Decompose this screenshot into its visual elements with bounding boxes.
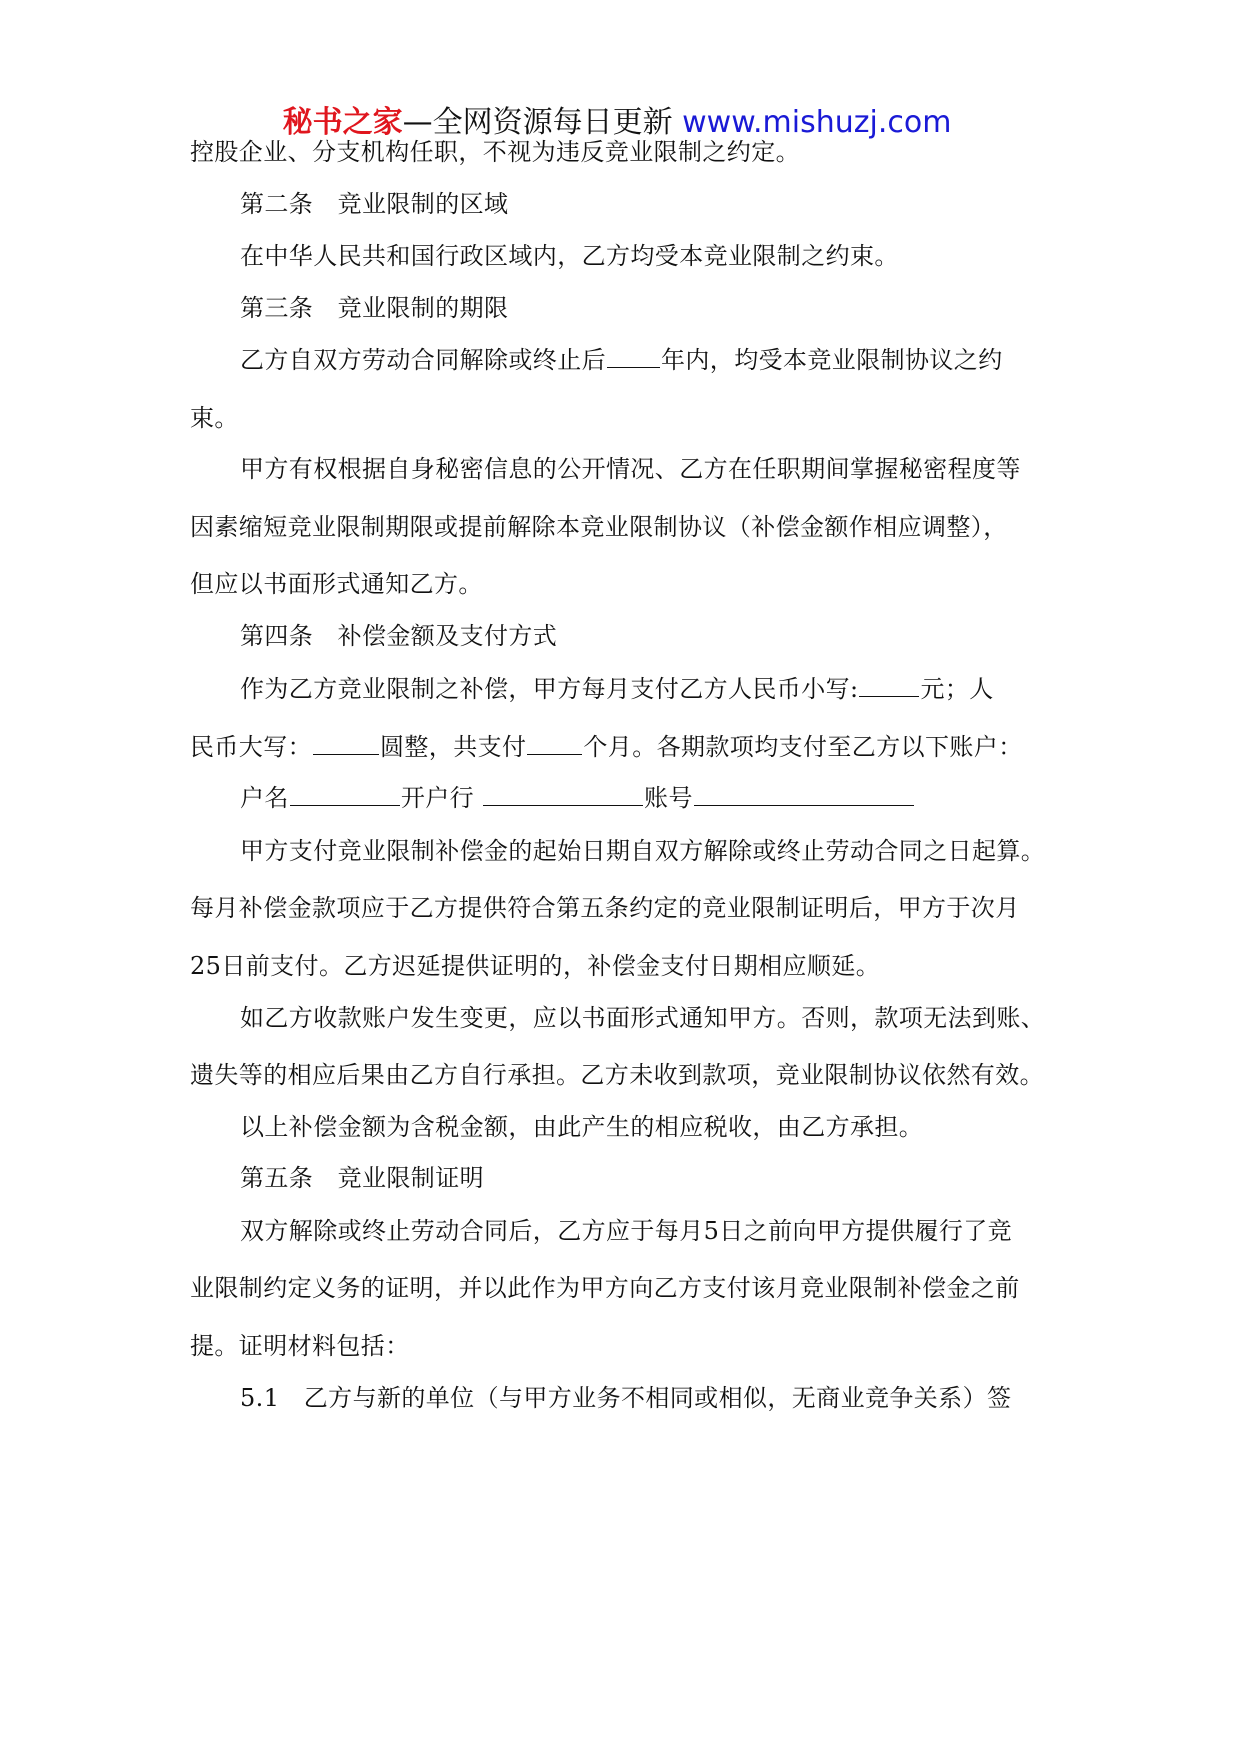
fill-in-blank <box>290 783 400 806</box>
paragraph-line <box>240 672 994 706</box>
paragraph-line: 甲方有权根据自身秘密信息的公开情况、乙方在任职期间掌握秘密程度等 <box>240 455 1021 483</box>
article-heading: 第四条 补偿金额及支付方式 <box>240 622 558 650</box>
line-text: 年内，均受本竞业限制协议之约 <box>661 346 1003 374</box>
paragraph-line: 束。 <box>190 404 239 432</box>
bank-label: 开户行 <box>400 784 483 812</box>
fill-in-blank <box>859 674 919 697</box>
account-number-label: 账号 <box>644 784 693 812</box>
paragraph-line <box>190 730 1023 764</box>
paragraph-line: 每月补偿金款项应于乙方提供符合第五条约定的竞业限制证明后，甲方于次月 <box>190 894 1020 922</box>
paragraph-line: 以上补偿金额为含税金额，由此产生的相应税收，由乙方承担。 <box>240 1113 924 1141</box>
paragraph-line: 如乙方收款账户发生变更，应以书面形式通知甲方。否则，款项无法到账、 <box>240 1004 1046 1032</box>
account-info-line <box>240 781 915 815</box>
article-heading: 第五条 竞业限制证明 <box>240 1164 484 1192</box>
paragraph-line: 甲方支付竞业限制补偿金的起始日期自双方解除或终止劳动合同之日起算。 <box>240 837 1046 865</box>
fill-in-blank <box>694 783 914 806</box>
paragraph-line <box>240 343 1003 377</box>
article-heading: 第三条 竞业限制的期限 <box>240 294 509 322</box>
fill-in-blank <box>483 783 643 806</box>
fill-in-blank <box>527 732 582 755</box>
paragraph-line: 遗失等的相应后果由乙方自行承担。乙方未收到款项，竞业限制协议依然有效。 <box>190 1061 1044 1089</box>
line-text: 圆整，共支付 <box>380 733 527 761</box>
line-text: 元；人 <box>920 675 994 703</box>
line-text: 作为乙方竞业限制之补偿，甲方每月支付乙方人民币小写: <box>240 675 859 703</box>
paragraph-line: 提。证明材料包括： <box>190 1332 410 1360</box>
paragraph-line: 在中华人民共和国行政区域内，乙方均受本竞业限制之约束。 <box>240 242 899 270</box>
site-brand: 秘书之家 <box>282 105 403 140</box>
fill-in-blank <box>313 732 379 755</box>
account-name-label: 户名 <box>240 784 289 812</box>
site-slogan: —全网资源每日更新 <box>402 105 683 140</box>
line-text: 乙方自双方劳动合同解除或终止后 <box>240 346 606 374</box>
paragraph-line: 但应以书面形式通知乙方。 <box>190 570 483 598</box>
paragraph-line: 双方解除或终止劳动合同后，乙方应于每月5日之前向甲方提供履行了竞 <box>240 1217 1013 1245</box>
clause-line: 5.1 乙方与新的单位（与甲方业务不相同或相似，无商业竞争关系）签 <box>240 1384 1012 1412</box>
paragraph-line: 业限制约定义务的证明，并以此作为甲方向乙方支付该月竞业限制补偿金之前 <box>190 1274 1020 1302</box>
paragraph-line: 因素缩短竞业限制期限或提前解除本竞业限制协议（补偿金额作相应调整）， <box>190 513 1008 541</box>
fill-in-blank <box>607 345 660 368</box>
paragraph-line: 控股企业、分支机构任职，不视为违反竞业限制之约定。 <box>190 138 800 166</box>
line-text: 民币大写： <box>190 733 312 761</box>
paragraph-line: 25日前支付。乙方迟延提供证明的，补偿金支付日期相应顺延。 <box>190 952 881 980</box>
article-heading: 第二条 竞业限制的区域 <box>240 190 509 218</box>
site-url-link[interactable]: www.mishuzj.com <box>682 105 952 140</box>
line-text: 个月。各期款项均支付至乙方以下账户： <box>583 733 1023 761</box>
